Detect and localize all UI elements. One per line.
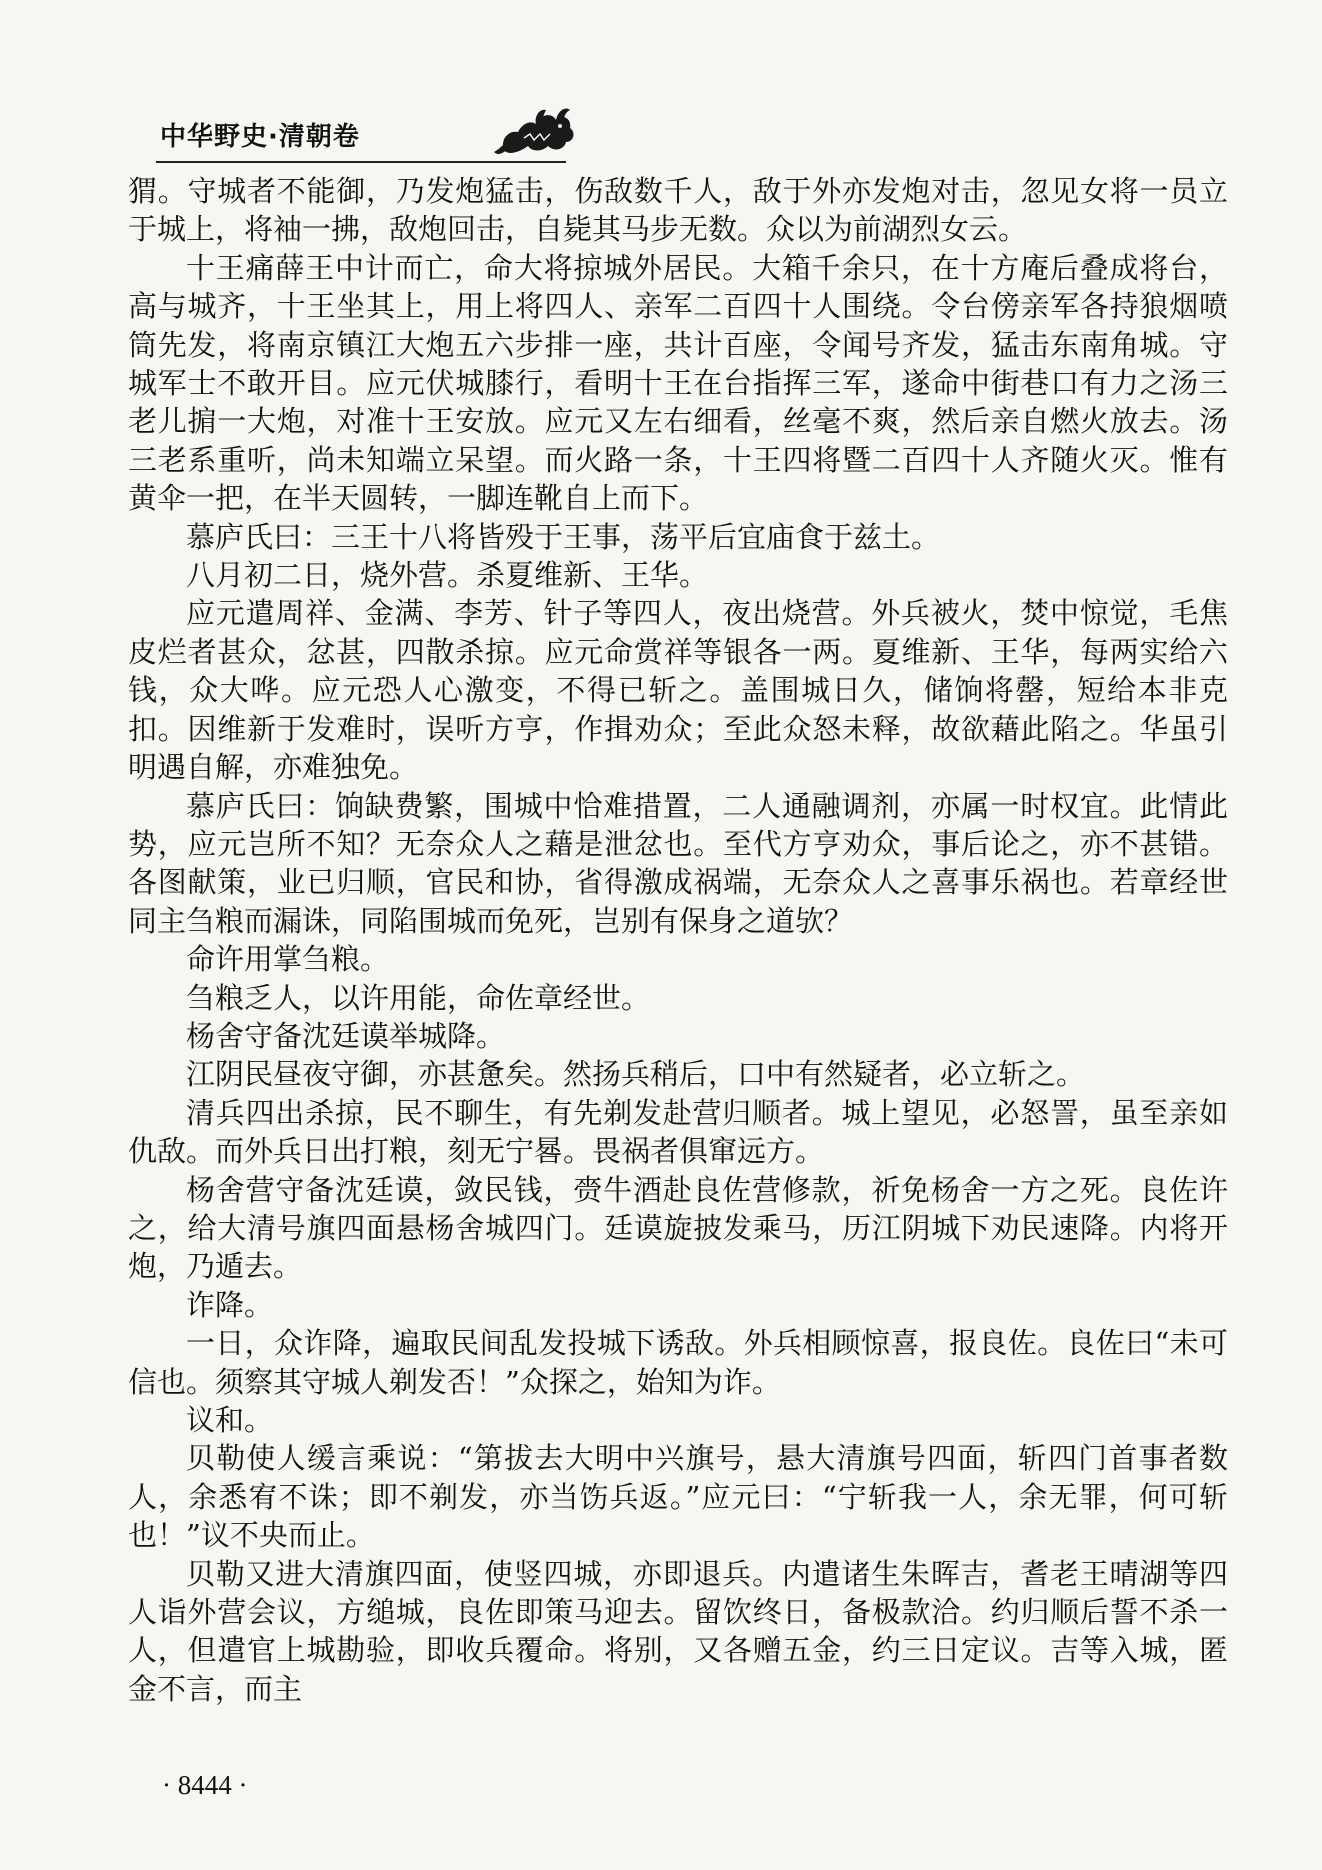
paragraph-2: 十王痛薛王中计而亡，命大将掠城外居民。大箱千余只，在十方庵后叠成将台，高与城齐，十王坐其上，用上将四人、亲军二百四十人围绕。令台傍亲军各持狼烟喷筒先发，将南京镇江大炮五六步排一座，共计百座，令闻号齐发，猛击东南角城。守城军士不敢开目。应元伏城膝行，看明十王在台指挥三军，遂命中街巷口有力之汤三老儿掮一大炮，对准十王安放。应元又左右细看，丝毫不爽，然后亲自燃火放去。汤三老系重听，尚未知端立呆望。而火路一条，十王四将暨二百四十人齐随火灭。惟有黄伞一把，在半天圆转，一脚连靴自上而下。 <box>128 250 1228 516</box>
book-title: 中华野史·清朝卷 <box>160 122 360 152</box>
paragraph-5: 应元遣周祥、金满、李芳、针子等四人，夜出烧营。外兵被火，焚中惊觉，毛焦皮烂者甚众，忿甚，四散杀掠。应元命赏祥等银各一两。夏维新、王华，每两实给六钱，众大哗。应元恐人心激变，不得已斩之。盖围城日久，储饷将罄，短给本非克扣。因维新于发难时，误听方亨，作揖劝众；至此众怒未释，故欲藉此陷之。华虽引明遇自解，亦难独免。 <box>128 596 1228 785</box>
paragraph-7: 命许用掌刍粮。 <box>186 942 390 977</box>
paragraph-13: 诈降。 <box>186 1287 274 1322</box>
paragraph-8: 刍粮乏人，以许用能，命佐章经世。 <box>186 980 651 1015</box>
paragraph-1: 猬。守城者不能御，乃发炮猛击，伤敌数千人，敌于外亦发炮对击，忽见女将一员立于城上，将袖一拂，敌炮回击，自毙其马步无数。众以为前湖烈女云。 <box>128 174 1228 247</box>
paragraph-9: 杨舍守备沈廷谟举城降。 <box>186 1018 506 1053</box>
main-text <box>128 172 1228 1708</box>
paragraph-14: 一日，众诈降，遍取民间乱发投城下诱敌。外兵相顾惊喜，报良佐。良佐曰“未可信也。须察其守城人剃发否！”众探之，始知为诈。 <box>128 1326 1228 1399</box>
paragraph-15: 议和。 <box>186 1403 274 1437</box>
paragraph-6: 慕庐氏曰：饷缺费繁，围城中恰难措置，二人通融调剂，亦属一时权宜。此情此势，应元岂所不知？无奈众人之藉是泄忿也。至代方亨劝众，事后论之，亦不甚错。各图献策，业已归顺，官民和协，省得激成祸端，无奈众人之喜事乐祸也。若章经世同主刍粮而漏诛，同陷围城而免死，岂别有保身之道欤？ <box>128 788 1228 938</box>
paragraph-16: 贝勒使人缓言乘说：“第拔去大明中兴旗号，悬大清旗号四面，斩四门首事者数人，余悉宥不诛；即不剃发，亦当饬兵返。”应元曰：“宁斩我一人，余无罪，何可斩也！”议不央而止。 <box>128 1441 1228 1553</box>
paragraph-17: 贝勒又进大清旗四面，使竖四城，亦即退兵。内遣诸生朱晖吉，耆老王晴湖等四人诣外营会议，方缒城，良佐即策马迎去。留饮终日，备极款洽。约归顺后誓不杀一人，但遣官上城勘验，即收兵覆命。将别，又各赠五金，约三日定议。吉等入城，匿金不言，而主 <box>128 1556 1228 1706</box>
running-header <box>160 108 560 164</box>
page-number: · 8444 · <box>162 1770 248 1800</box>
paragraph-11: 清兵四出杀掠，民不聊生，有先剃发赴营归顺者。城上望见，必怒詈，虽至亲如仇敌。而外兵日出打粮，刻无宁晷。畏祸者俱窜远方。 <box>128 1095 1228 1169</box>
paragraph-12: 杨舍营守备沈廷谟，敛民钱，赍牛酒赴良佐营修款，祈免杨舍一方之死。良佐许之，给大清号旗四面悬杨舍城四门。廷谟旋披发乘马，历江阴城下劝民速降。内将开炮，乃遁去。 <box>128 1172 1228 1284</box>
paragraph-10: 江阴民昼夜守御，亦甚惫矣。然扬兵稍后，口中有然疑者，必立斩之。 <box>186 1057 1086 1092</box>
header-rule <box>156 161 566 163</box>
paragraph-4: 八月初二日，烧外营。杀夏维新、王华。 <box>186 558 709 593</box>
paragraph-3: 慕庐氏曰：三王十八将皆殁于王事，荡平后宜庙食于兹土。 <box>186 519 941 554</box>
dragon-ornament-icon <box>490 100 580 160</box>
